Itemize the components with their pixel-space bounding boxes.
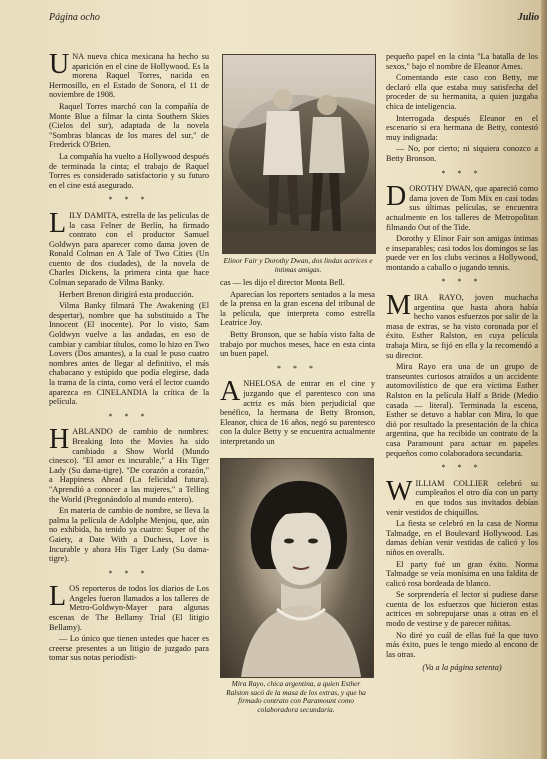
page-header-right: Julio	[517, 12, 539, 23]
article-raquel-torres-intro: UNA nueva chica mexicana ha hecho su aparición en el cine de Hollywood. Es la morena Raquel Torres, nacida en Hermosillo, en el Estado de Sonora, el 11 de noviembre de 1908.	[49, 49, 209, 100]
column-right	[386, 52, 538, 675]
paragraph: En materia de cambio de nombre, se lleva la palma la película de Adolphe Menjou, que, aún no exhibida, ha tenido ya cuatro: Super of the Gaiety, a Date With a Duchess, Love is Incurable y ahora His Tiger Lady (Su dama-tigre).	[49, 506, 209, 564]
section-separator: * * *	[108, 568, 150, 578]
paragraph: Herbert Brenon dirigirá esta producción.	[59, 289, 194, 299]
drop-cap: L	[49, 207, 67, 239]
article-lily-damita-intro: LILY DAMITA, estrella de las películas de la casa Felner de Berlín, ha firmado contrato con el productor Samuel Goldwyn para aparecer como dama joven de Ronald Colman en A Tale of Two Cities (Un cuento de dos ciudades), de la novela de Charles Dickens, la primera cinta que hace Colman separado de Vilma Banky.	[49, 207, 209, 288]
drop-cap: A	[220, 376, 241, 408]
paragraph: La fiesta se celebró en la casa de Norma Talmadge, en el Boulevard Hollywood. Las damas debían venir vestidas de calicó y los niños en overalls.	[386, 519, 538, 557]
paragraph: Interrogada después Eleanor en el escenario si era hermana de Betty, contestó muy indignada:	[386, 113, 538, 142]
article-dorothy-dwan-intro: DOROTHY DWAN, que apareció como dama joven de Tom Mix en casi todas sus últimas películas, se encuentra actualmente en los talleres de Metropolitan filmando Out of the Tide.	[386, 181, 538, 232]
column-middle	[220, 278, 375, 449]
paragraph: — Lo único que tienen ustedes que hacer es creerse presentes a un litigio de juzgado para tomar sus notas periodísti-	[49, 634, 209, 663]
article-mira-rayo-intro: MIRA RAYO, joven muchacha argentina que hasta ahora había hecho vanos esfuerzos por salir de la masa de extras, se ha visto coronada por el éxito. Esther Ralston, en cuya película trabaja Mira, se fijó en ella y la recomendó a su director.	[386, 290, 538, 360]
paragraph: cas — les dijo el director Monta Bell.	[220, 278, 345, 287]
drop-cap: L	[49, 581, 67, 613]
continued-on-page-link[interactable]: (Va a la página setenta)	[422, 663, 502, 673]
page-binding-edge	[541, 0, 547, 759]
section-separator: * * *	[441, 168, 483, 178]
paragraph: Mira Rayo era una de un grupo de transeuntes curiosos atraídos a un accidente automovilístico de que era víctima Esther Ralston en la película Half a Bride (Medio casada — literal). Terminada la escena, Esther se detuvo a hablar con Mira, lo que dió por resultado la presentación de la chica argentina, que ha recibido un contrato de la casa Paramount para actuar en papeles pequeños como colaboradora secundaria.	[386, 362, 538, 458]
photo-elinor-fair-dorothy-dwan	[222, 54, 376, 254]
paragraph: Se sorprendería el lector si pudiese darse cuenta de los esfuerzos que hicieron estas actrices en sobrepujarse unas a otras en el modo de vestirse y de parecer niñitas.	[386, 590, 538, 629]
section-separator: * * *	[441, 463, 483, 473]
page-header-left: Página ocho	[49, 12, 100, 23]
paragraph: Dorothy y Elinor Fair son amigas íntimas e inseparables; casi todos los domingos se las puede ver en los clubs vecinos a Hollywood, montando a caballo o jugando tennis.	[386, 234, 538, 272]
article-reporters-intro: LOS reporteros de todos los diarios de Los Angeles fueron llamados a los talleres de Metro-Goldwyn-Mayer para algunas escenas de The Bellamy Trial (El litigio Bellamy).	[49, 581, 209, 632]
drop-cap: M	[386, 290, 411, 322]
section-separator: * * *	[108, 411, 150, 421]
photo-caption: Elinor Fair y Dorothy Dwan, dos lindas actrices e íntimas amigas.	[223, 256, 373, 274]
paragraph: Comentando este caso con Betty, me declaró ella que estaba muy satisfecha del proceder de su hermanita, a quien juzgaba chica de inteligencia.	[386, 73, 538, 111]
photo-caption: Mira Rayo, chica argentina, a quien Esther Ralston sacó de la masa de los extras, y que ha firmado contrato con Paramount como colaboradora secundaria.	[226, 679, 366, 714]
section-separator: * * *	[277, 363, 318, 373]
photo-illustration	[223, 55, 375, 253]
paragraph: La compañía ha vuelto a Hollywood después de terminada la cinta; el trabajo de Raquel Torres es considerado satisfactorio y su futuro en el cine está asegurado.	[49, 151, 209, 190]
paragraph: El party fué un gran éxito. Norma Talmadge se veía monísima en una faldita de calicó rosa bordeada de blanco.	[386, 559, 538, 588]
drop-cap: U	[49, 49, 70, 80]
portrait-illustration	[221, 459, 373, 677]
paragraph: — No, por cierto; ni siquiera conozco a Betty Bronson.	[386, 144, 538, 163]
paragraph: pequeño papel en la cinta "La batalla de los sexos," bajo el nombre de Eleanor Ames.	[386, 52, 538, 71]
section-separator: * * *	[441, 277, 483, 287]
drop-cap: W	[386, 475, 413, 507]
drop-cap: D	[386, 181, 407, 213]
paragraph: Vilma Banky filmará The Awakening (El despertar), nombre que ha substituido a The Innocent (El inocente). Por lo visto, Sam Goldwyn vuelve a las andadas, en eso de cambiar y cambiar títulos, como lo hizo en Two Lovers (Dos amantes), a la cual le puso cuatro nombres antes de llegar al definitivo, el más chabacano y estúpido que podía elegirse, dada la trama de la cinta, como verá el lector cuando aparezca en CINELANDIA la crítica de la película.	[49, 301, 209, 407]
paragraph: Betty Bronson, que se había visto falta de trabajo por muchos meses, hace en esta cinta un buen papel.	[220, 329, 375, 359]
paragraph: Raquel Torres marchó con la compañía de Monte Blue a filmar la cinta Southern Skies (Cielos del sur), adaptada de la novela "Sombras blancas de los mares del sur," de Frederick O'Brien.	[49, 101, 209, 150]
article-title-changes-intro: HABLANDO de cambio de nombres: Breaking Into the Movies ha sido cambiado a Show World (Mundo cinesco). "El amor es incurable," a His Tiger Lady (Su dama-tigre). "De corazón a corazón," a Happiness Ahead (La felicidad futura). "Aprendió a conocer a las mujeres," a Telling the World (Pregonándolo al mundo entero).	[49, 424, 209, 504]
article-william-collier-intro: WILLIAM COLLIER celebró su cumpleaños el otro día con un party en que todos sus invitados debían venir vestidos de chiquillos.	[386, 475, 538, 517]
paragraph: No diré yo cuál de ellas fué la que tuvo más éxito, pues le tengo miedo al encono de las otras.	[386, 630, 538, 659]
section-separator: * * *	[108, 195, 150, 205]
photo-mira-rayo-portrait	[220, 458, 374, 678]
article-eleanor-bronson-intro: ANHELOSA de entrar en el cine y juzgando que el parentesco con una actriz es más bien perjudicial que benéfico, la hermana de Betty Bronson, Eleanor, chica de 16 años, negó su parentesco con la dulce Betty y se encuentra actualmente interpretando un	[220, 376, 375, 446]
column-left	[49, 49, 209, 665]
paragraph: Aparecían los reporters sentados a la mesa de la prensa en la gran escena del tribunal de la película, que interpreta como estrella Leatrice Joy.	[220, 289, 375, 328]
drop-cap: H	[49, 424, 70, 456]
